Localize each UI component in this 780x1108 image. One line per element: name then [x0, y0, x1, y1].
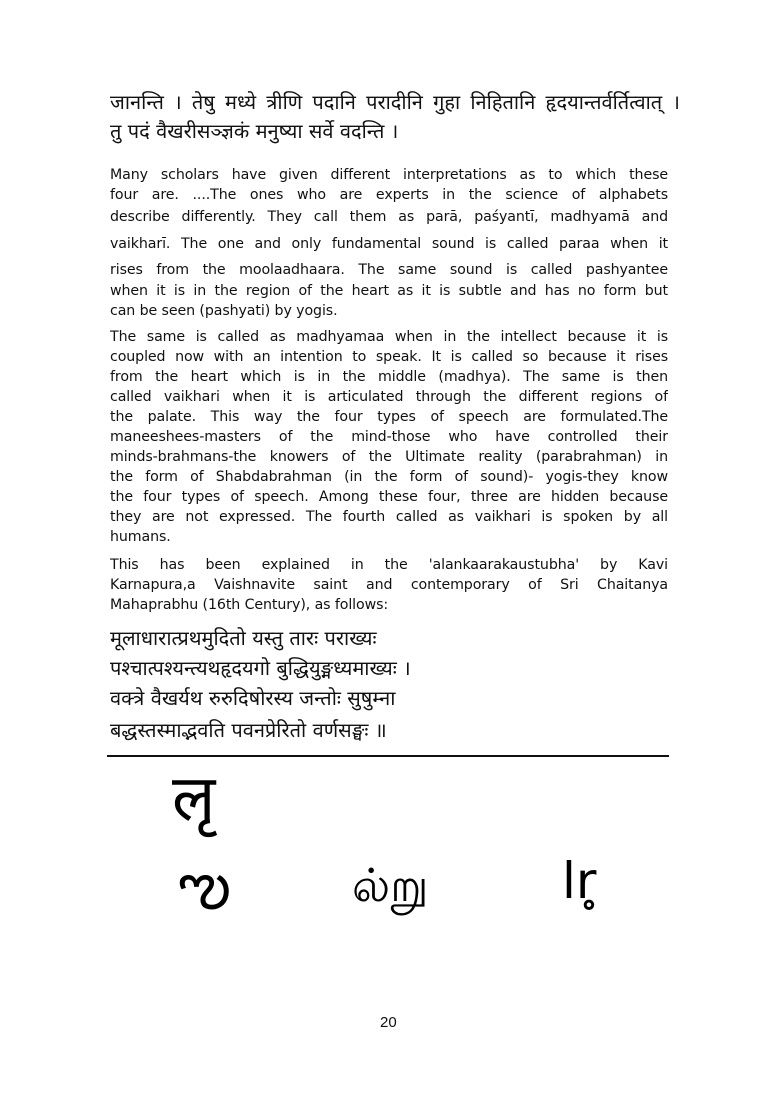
devanagari-letter: लृ [172, 762, 216, 836]
text-line: Karnapura,a Vaishnavite saint and contemporary of Sri Chaitanya [110, 577, 668, 593]
sanskrit-intro-line: तु पदं वैखरीसञ्ज्ञकं मनुष्या सर्वे वदन्ति । [110, 119, 399, 143]
text-line: The same is called as madhyamaa when in the intellect because it is [110, 329, 668, 345]
text-line: the four types of speech. Among these four, three are hidden because [110, 489, 668, 505]
text-line: coupled now with an intention to speak. It is called so because it rises [110, 349, 668, 365]
text-line: minds-brahmans-the knowers of the Ultimate reality (parabrahman) in [110, 449, 668, 465]
text-line: Many scholars have given different interpretations as to which these [110, 167, 668, 183]
verse-line: मूलाधारात्प्रथमुदितो यस्तु तारः पराख्यः [110, 626, 377, 650]
page-number: 20 [380, 1014, 397, 1031]
text-line: vaikharī. The one and only fundamental sound is called paraa when it [110, 236, 668, 252]
text-line: Mahaprabhu (16th Century), as follows: [110, 597, 389, 613]
text-line: they are not expressed. The fourth called as vaikhari is spoken by all [110, 509, 668, 525]
text-line: the palate. This way the four types of speech are formulated.The [110, 409, 668, 425]
verse-line: पश्चात्पश्यन्त्यथहृदयगो बुद्धियुङ्मध्यमाख्यः । [110, 656, 411, 680]
telugu-letter: ఌ [178, 850, 231, 920]
text-line: This has been explained in the 'alankaarakaustubha' by Kavi [110, 557, 668, 573]
verse-line: बद्धस्तस्माद्भवति पवनप्रेरितो वर्णसङ्घः ॥ [110, 718, 387, 742]
text-line: four are. ....The ones who are experts in the science of alphabets [110, 187, 668, 203]
sanskrit-intro-line: जानन्ति । तेषु मध्ये त्रीणि पदानि परादीनि गुहा निहितानि हृदयान्तर्वर्तित्वात् । [110, 90, 680, 114]
text-line: humans. [110, 529, 171, 545]
verse-line: वक्त्रे वैखर्यथ रुरुदिषोरस्य जन्तोः सुषुम्ना [110, 686, 396, 710]
text-line: can be seen (pashyati) by yogis. [110, 303, 338, 319]
text-line: rises from the moolaadhaara. The same sound is called pashyantee [110, 262, 668, 278]
text-line: called vaikhari when it is articulated through the different regions of [110, 389, 668, 405]
text-line: the form of Shabdabrahman (in the form of sound)- yogis-they know [110, 469, 668, 485]
text-line: maneeshees-masters of the mind-those who have controlled their [110, 429, 668, 445]
roman-transliteration: lr̥ [562, 852, 597, 910]
text-line: from the heart which is in the middle (madhya). The same is then [110, 369, 668, 385]
text-line: describe differently. They call them as parā, paśyantī, madhyamā and [110, 209, 668, 225]
tamil-letters: ல்று [352, 858, 429, 912]
text-line: when it is in the region of the heart as it is subtle and has no form but [110, 283, 668, 299]
